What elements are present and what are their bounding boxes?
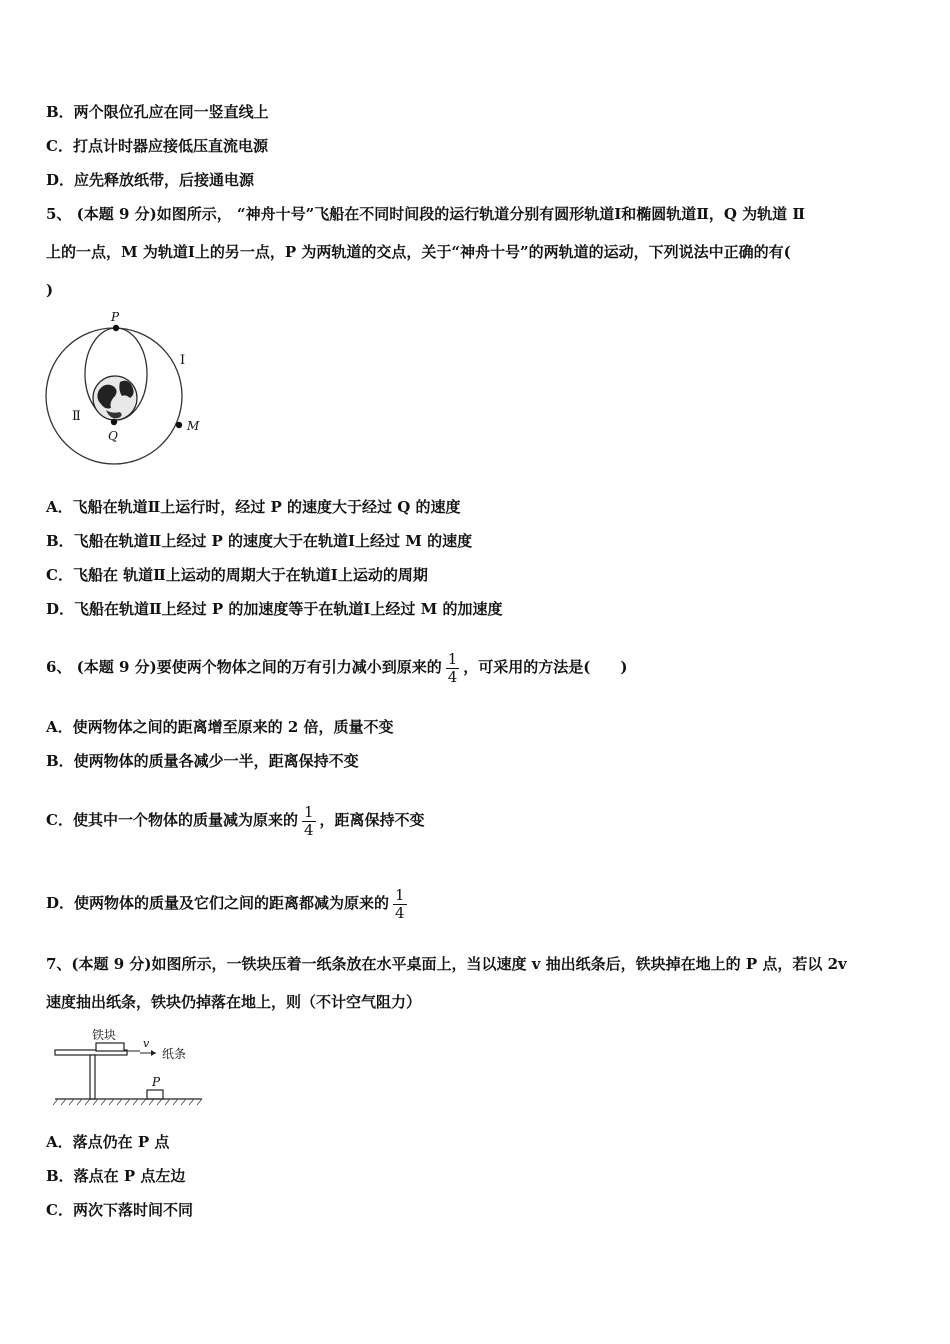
q4-option-d: D．应先释放纸带，后接通电源 [46,171,255,189]
fraction-one-quarter [302,804,316,839]
label-m: M [187,419,200,433]
q5-option-c: C．飞船在 轨道Ⅱ上运动的周期大于在轨道Ⅰ上运动的周期 [46,566,428,584]
ground-hatch [53,1099,202,1105]
label-iron-block: 铁块 [92,1028,117,1042]
landing-mark [147,1090,163,1099]
table-figure [52,1026,212,1108]
orbit-figure [44,306,214,476]
q7-option-b: B．落点在 P 点左边 [46,1167,186,1185]
q6-option-d-pre: D．使两物体的质量及它们之间的距离都减为原来的 [46,894,390,912]
q4-option-b: B．两个限位孔应在同一竖直线上 [46,103,269,121]
q7-option-a: A．落点仍在 P 点 [46,1133,170,1151]
fraction-one-quarter [393,887,407,922]
q6-stem-post: ，可采用的方法是( ) [463,658,628,676]
fraction-numerator: 1 [395,885,405,904]
q6-option-b: B．使两物体的质量各减少一半，距离保持不变 [46,752,359,770]
point-m [176,422,182,428]
q5-stem-line2: 上的一点，M 为轨道Ⅰ上的另一点，P 为两轨道的交点，关于“神舟十号”的两轨道的运动，下列说法中正确的有( [46,243,791,261]
q6-option-c [46,790,425,850]
fraction-one-quarter [446,651,460,686]
fraction-numerator: 1 [447,649,458,668]
fraction-numerator: 1 [303,802,314,821]
q6-stem-pre: 6、 (本题 9 分)要使两个物体之间的万有引力减小到原来的 [46,658,442,676]
q6-option-a: A．使两物体之间的距离增至原来的 2 倍，质量不变 [46,718,394,736]
q6-option-d [46,873,411,933]
label-v: v [143,1037,150,1050]
label-p: P [152,1075,161,1089]
label-p: P [111,310,120,324]
fraction-denominator: 4 [303,820,314,839]
q6-option-c-post: ，距离保持不变 [319,811,425,829]
q5-option-d: D．飞船在轨道Ⅱ上经过 P 的加速度等于在轨道Ⅰ上经过 M 的加速度 [46,600,503,618]
q7-stem-line2: 速度抽出纸条，铁块仍掉落在地上，则（不计空气阻力） [46,993,422,1011]
point-q [111,419,117,425]
q5-option-a: A．飞船在轨道Ⅱ上运行时，经过 P 的速度大于经过 Q 的速度 [46,498,461,516]
q5-stem-line3: ) [46,281,54,299]
q6-stem [46,637,628,697]
label-orbit-ii: Ⅱ [72,409,81,424]
fraction-denominator: 4 [447,667,458,686]
point-p [113,325,119,331]
table-leg [90,1055,95,1099]
label-q: Q [108,429,118,443]
q7-option-c: C．两次下落时间不同 [46,1201,193,1219]
label-orbit-i: Ⅰ [180,353,186,368]
q5-option-b: B．飞船在轨道Ⅱ上经过 P 的速度大于在轨道Ⅰ上经过 M 的速度 [46,532,473,550]
q7-stem-line1: 7、(本题 9 分)如图所示，一铁块压着一纸条放在水平桌面上，当以速度 v 抽出纸条后，铁块掉在地上的 P 点，若以 2v [46,955,847,973]
q4-option-c: C．打点计时器应接低压直流电源 [46,137,268,155]
q5-stem-line1: 5、 (本题 9 分)如图所示， “神舟十号”飞船在不同时间段的运行轨道分别有圆形轨道Ⅰ和椭圆轨道Ⅱ，Q 为轨道 Ⅱ [46,205,806,223]
q6-option-c-pre: C．使其中一个物体的质量减为原来的 [46,811,298,829]
label-paper-strip: 纸条 [162,1047,187,1061]
iron-block [96,1043,124,1051]
fraction-denominator: 4 [395,903,405,922]
